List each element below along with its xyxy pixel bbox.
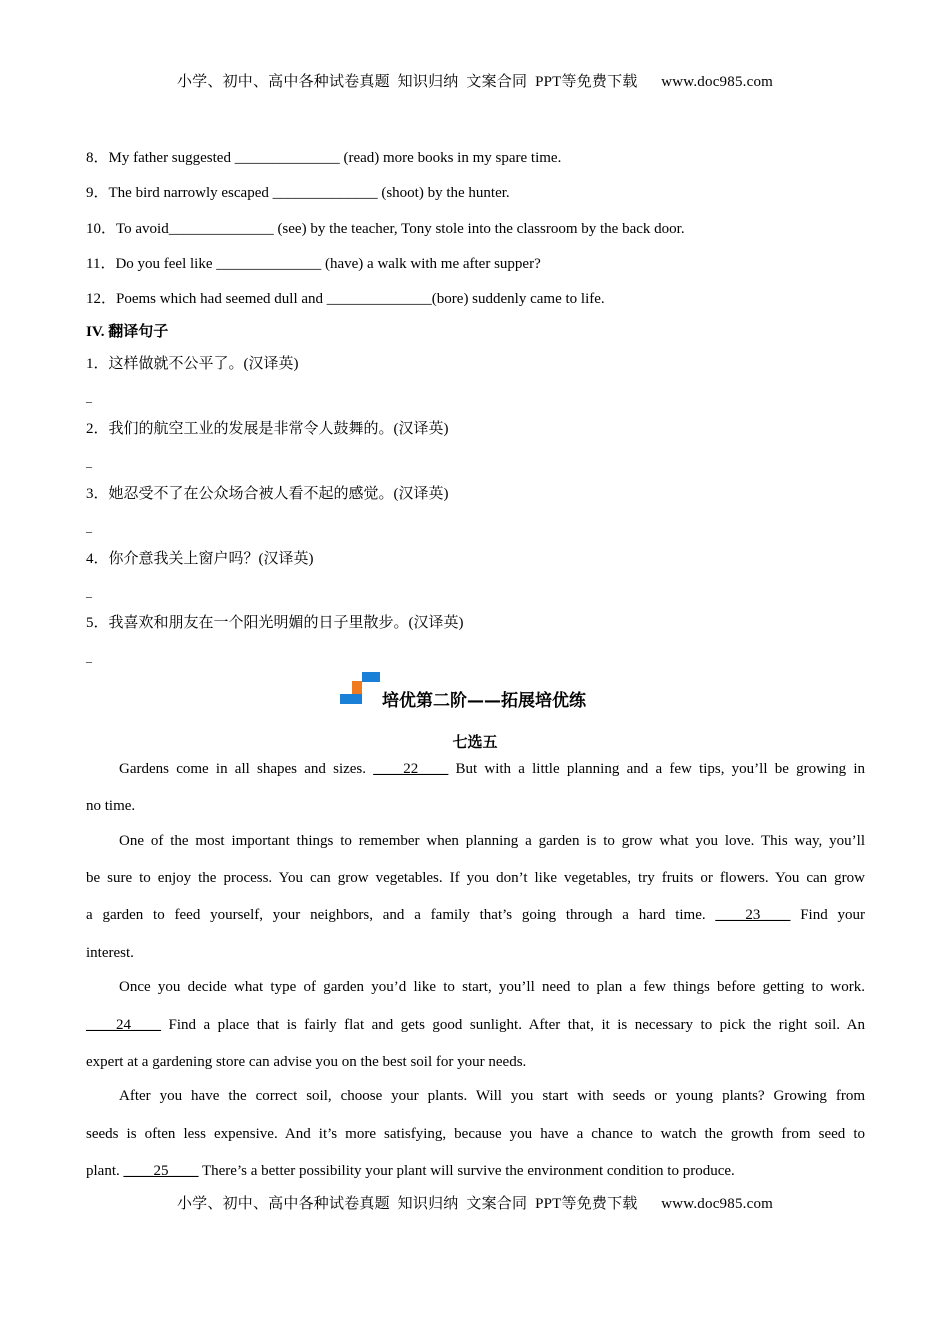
page-footer: 小学、初中、高中各种试卷真题 知识归纳 文案合同 PPT等免费下载 www.doc985.com: [176, 1196, 774, 1212]
passage-text: But with a little planning and a few tips, you’ll be growing in: [448, 761, 866, 777]
fill-item-11: 11．Do you feel like ______________ (have) a walk with me after supper?: [86, 256, 541, 272]
passage-line: [86, 761, 865, 778]
answer-line: _: [86, 390, 92, 404]
passage-text: There’s a better possibility your plant will survive the environment condition to produce.: [198, 1163, 735, 1179]
passage-text: Find a place that is fairly flat and gets good sunlight. After that, it is necessary to pick the right soil. An: [161, 1017, 865, 1033]
section-heading: [340, 672, 660, 711]
answer-line: _: [86, 585, 92, 599]
passage-line: seeds is often less expensive. And it’s more satisfying, because you have a chance to watch the growth from seed to: [86, 1126, 865, 1142]
passage-line: [86, 1017, 865, 1034]
section-blocks-icon: [340, 672, 382, 706]
translate-item-4: 4．你介意我关上窗户吗？(汉译英): [86, 551, 314, 567]
section-subtitle: 七选五: [452, 733, 498, 751]
page-header: 小学、初中、高中各种试卷真题 知识归纳 文案合同 PPT等免费下载 www.doc985.com: [176, 74, 774, 90]
passage-text: Gardens come in all shapes and sizes.: [119, 761, 374, 777]
translate-item-3: 3．她忍受不了在公众场合被人看不起的感觉。(汉译英): [86, 486, 449, 502]
passage-line: [86, 1163, 865, 1180]
passage-text: a garden to feed yourself, your neighbors, and a family that’s going through a hard time.: [86, 907, 716, 923]
passage-line: Once you decide what type of garden you’d like to start, you’ll need to plan a few things before getting to work.: [119, 979, 865, 995]
blank-22: ____22____: [373, 761, 449, 777]
passage-text: plant.: [86, 1163, 124, 1179]
answer-line: _: [86, 520, 92, 534]
passage-line: expert at a gardening store can advise you on the best soil for your needs.: [86, 1054, 527, 1070]
fill-item-12: 12．Poems which had seemed dull and ______________(bore) suddenly came to life.: [86, 291, 605, 307]
fill-item-8: 8．My father suggested ______________ (read) more books in my spare time.: [86, 150, 562, 166]
section-title: 培优第二阶——拓展培优练: [382, 691, 586, 711]
fill-item-9: 9．The bird narrowly escaped ______________ (shoot) by the hunter.: [86, 185, 510, 201]
passage-line: no time.: [86, 798, 136, 814]
answer-line: _: [86, 650, 92, 664]
blank-25: ____25____: [123, 1163, 199, 1179]
passage-line: [86, 907, 865, 924]
translate-item-2: 2．我们的航空工业的发展是非常令人鼓舞的。(汉译英): [86, 421, 449, 437]
passage-line: One of the most important things to remember when planning a garden is to grow what you love. This way, you’ll: [119, 833, 865, 849]
passage-line: be sure to enjoy the process. You can grow vegetables. If you don’t like vegetables, try fruits or flowers. You can grow: [86, 870, 865, 886]
passage-text: Find your: [790, 907, 865, 923]
translate-item-5: 5．我喜欢和朋友在一个阳光明媚的日子里散步。(汉译英): [86, 615, 464, 631]
passage-line: After you have the correct soil, choose your plants. Will you start with seeds or young plants? Growing from: [119, 1088, 865, 1104]
blank-23: ____23____: [715, 907, 791, 923]
passage-line: interest.: [86, 945, 134, 961]
translate-section-title: IV. 翻译句子: [86, 324, 169, 340]
answer-line: _: [86, 455, 92, 469]
fill-item-10: 10．To avoid______________ (see) by the teacher, Tony stole into the classroom by the back door.: [86, 221, 685, 237]
translate-item-1: 1．这样做就不公平了。(汉译英): [86, 356, 299, 372]
blank-24: ____24____: [86, 1017, 161, 1033]
